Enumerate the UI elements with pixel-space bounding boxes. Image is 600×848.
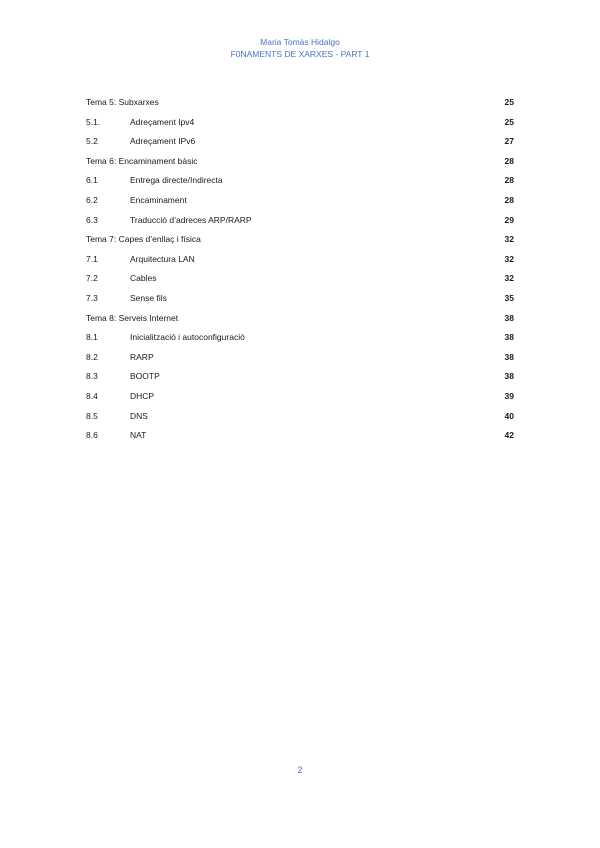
toc-entry-page: 32 — [504, 253, 514, 264]
toc-entry-8-3[interactable] — [86, 370, 514, 390]
toc-entry-page: 29 — [504, 214, 514, 225]
toc-entry-tema-6[interactable] — [86, 155, 514, 175]
toc-entry-title: BOOTP — [130, 371, 160, 382]
toc-entry-number: 6.2 — [86, 194, 98, 205]
toc-entry-page: 35 — [504, 292, 514, 303]
toc-entry-title: Cables — [130, 273, 157, 284]
toc-entry-page: 28 — [504, 194, 514, 205]
toc-entry-page: 32 — [504, 273, 514, 284]
toc-entry-8-4[interactable] — [86, 390, 514, 410]
toc-entry-title: Traducció d’adreces ARP/RARP — [130, 214, 252, 225]
toc-entry-title: Entrega directe/Indirecta — [130, 175, 223, 186]
toc-entry-title: NAT — [130, 430, 147, 441]
toc-entry-title: DNS — [130, 410, 148, 421]
toc-entry-page: 42 — [504, 430, 514, 441]
toc-entry-number: 6.3 — [86, 214, 98, 225]
toc-entry-title: RARP — [130, 351, 154, 362]
page-header — [0, 37, 600, 60]
toc-entry-number: 7.3 — [86, 292, 98, 303]
table-of-contents — [86, 96, 514, 449]
toc-entry-title: Arquitectura LAN — [130, 253, 195, 264]
toc-entry-tema-5[interactable] — [86, 96, 514, 116]
toc-entry-page: 38 — [504, 332, 514, 343]
toc-entry-title: DHCP — [130, 390, 155, 401]
toc-entry-page: 38 — [504, 312, 514, 323]
toc-entry-5-2[interactable] — [86, 135, 514, 155]
toc-entry-8-6[interactable] — [86, 429, 514, 449]
toc-entry-number: 8.1 — [86, 332, 98, 343]
header-title: F0NAMENTS DE XARXES - PART 1 — [230, 48, 370, 59]
toc-entry-number: 8.3 — [86, 371, 98, 382]
toc-entry-8-5[interactable] — [86, 410, 514, 430]
toc-entry-page: 32 — [504, 234, 514, 245]
page-number: 2 — [297, 765, 303, 775]
toc-entry-tema-8[interactable] — [86, 312, 514, 332]
toc-entry-number: 8.2 — [86, 351, 98, 362]
toc-entry-number: 8.4 — [86, 390, 98, 401]
toc-entry-number: 7.2 — [86, 273, 98, 284]
toc-entry-title: Inicialització i autoconfiguració — [130, 332, 245, 343]
toc-entry-title: Encaminament — [130, 194, 187, 205]
toc-entry-8-2[interactable] — [86, 351, 514, 371]
toc-entry-number: 5.2 — [86, 136, 98, 147]
toc-entry-5-1[interactable] — [86, 116, 514, 136]
toc-entry-6-3[interactable] — [86, 214, 514, 234]
toc-entry-title: Adreçament Ipv4 — [130, 116, 195, 127]
toc-entry-page: 38 — [504, 371, 514, 382]
toc-entry-title: Sense fils — [130, 292, 167, 303]
toc-entry-title: Tema 8: Serveis Internet — [86, 312, 179, 323]
header-author: Maria Tomàs Hidalgo — [260, 37, 340, 47]
toc-entry-title: Tema 5: Subxarxes — [86, 97, 159, 107]
toc-entry-tema-7[interactable] — [86, 233, 514, 253]
toc-entry-number: 8.6 — [86, 430, 98, 441]
toc-entry-title: Adreçament IPv6 — [130, 136, 196, 147]
toc-entry-6-1[interactable] — [86, 174, 514, 194]
toc-entry-page: 25 — [504, 116, 514, 127]
toc-entry-7-2[interactable] — [86, 272, 514, 292]
toc-entry-number: 7.1 — [86, 253, 98, 264]
toc-entry-number: 5.1. — [86, 116, 101, 127]
toc-entry-page: 40 — [504, 410, 514, 421]
toc-entry-page: 25 — [504, 97, 514, 107]
toc-entry-title: Tema 6: Encaminament bàsic — [86, 155, 198, 166]
toc-entry-page: 39 — [504, 390, 514, 401]
toc-entry-8-1[interactable] — [86, 331, 514, 351]
toc-entry-title: Tema 7: Capes d’enllaç i física — [86, 234, 201, 245]
toc-entry-6-2[interactable] — [86, 194, 514, 214]
toc-entry-7-3[interactable] — [86, 292, 514, 312]
toc-entry-page: 28 — [504, 155, 514, 166]
toc-entry-page: 28 — [504, 175, 514, 186]
toc-entry-number: 8.5 — [86, 410, 98, 421]
toc-entry-page: 38 — [504, 351, 514, 362]
toc-entry-page: 27 — [504, 136, 514, 147]
toc-entry-7-1[interactable] — [86, 253, 514, 273]
toc-entry-number: 6.1 — [86, 175, 98, 186]
